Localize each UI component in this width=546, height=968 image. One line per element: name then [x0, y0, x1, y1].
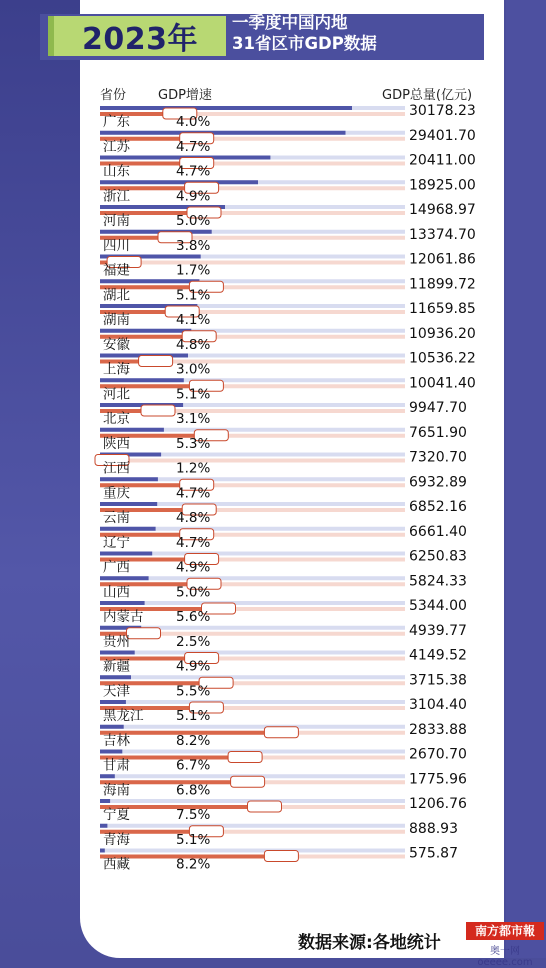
total-value-label: 6661.40 [409, 523, 467, 540]
growth-value-label: 5.6% [176, 609, 211, 625]
growth-value-label: 5.0% [176, 584, 211, 601]
growth-value-label: 4.1% [176, 312, 211, 328]
growth-value-label: 5.1% [176, 386, 211, 403]
total-value-label: 11659.85 [409, 301, 476, 317]
total-value-label: 29401.70 [409, 127, 476, 144]
total-bar [100, 774, 115, 778]
province-label: 北京 [103, 411, 130, 427]
total-bar [100, 651, 135, 655]
growth-value-label: 4.9% [176, 559, 211, 576]
title-line-1: 一季度中国内地 [232, 13, 348, 32]
province-label: 浙江 [103, 188, 130, 205]
total-bar [100, 576, 149, 580]
growth-value-label: 4.7% [176, 534, 211, 551]
growth-value-label: 6.8% [176, 782, 211, 799]
total-bar [100, 106, 352, 110]
website-label: 奥一网oeeee.com [477, 946, 533, 968]
total-value-label: 5344.00 [409, 598, 467, 614]
growth-marker [248, 801, 282, 812]
total-bar [100, 849, 105, 853]
total-value-label: 2670.70 [409, 746, 467, 763]
growth-value-label: 4.7% [176, 138, 211, 155]
province-label: 黑龙江 [103, 708, 144, 724]
total-value-label: 10536.22 [409, 350, 476, 367]
province-label: 吉林 [103, 732, 130, 749]
total-value-label: 11899.72 [409, 276, 476, 293]
growth-value-label: 5.1% [176, 831, 211, 848]
growth-value-label: 3.1% [176, 411, 211, 427]
growth-value-label: 4.7% [176, 163, 211, 180]
total-bar [100, 230, 212, 234]
total-value-label: 18925.00 [409, 177, 476, 194]
growth-marker [264, 851, 298, 862]
total-bar [100, 378, 184, 382]
newspaper-logo: 南方都市報 [466, 922, 544, 940]
province-label: 辽宁 [103, 534, 130, 551]
total-value-label: 13374.70 [409, 226, 476, 243]
province-label: 广东 [103, 114, 130, 130]
province-label: 福建 [103, 262, 130, 279]
total-value-label: 6932.89 [409, 474, 467, 491]
growth-value-label: 5.5% [176, 683, 211, 700]
total-value-label: 6250.83 [409, 548, 467, 565]
growth-marker [228, 752, 262, 763]
province-label: 青海 [103, 831, 130, 848]
total-bar [100, 329, 191, 333]
total-bar [100, 700, 126, 704]
total-value-label: 12061.86 [409, 251, 476, 268]
title-line-2: 31省区市GDP数据 [232, 34, 377, 53]
total-value-label: 575.87 [409, 845, 458, 862]
province-label: 河北 [103, 386, 130, 403]
growth-marker [139, 356, 173, 367]
growth-value-label: 4.0% [176, 114, 211, 130]
province-label: 山东 [103, 163, 130, 180]
province-label: 江西 [103, 460, 130, 477]
growth-value-label: 4.9% [176, 188, 211, 205]
total-bar [100, 750, 122, 754]
province-label: 宁夏 [103, 807, 130, 823]
total-value-label: 20411.00 [409, 152, 476, 169]
total-bar [100, 131, 346, 135]
growth-value-label: 2.5% [176, 633, 211, 650]
total-value-label: 2833.88 [409, 721, 467, 738]
growth-value-label: 1.7% [176, 262, 211, 279]
province-label: 西藏 [103, 856, 130, 873]
total-value-label: 10041.40 [409, 375, 476, 392]
total-bar [100, 552, 152, 556]
total-value-label: 3715.38 [409, 672, 467, 689]
growth-value-label: 5.3% [176, 435, 211, 452]
growth-value-label: 5.1% [176, 708, 211, 724]
total-value-label: 14968.97 [409, 202, 476, 218]
province-label: 贵州 [103, 633, 130, 650]
total-value-label: 9947.70 [409, 400, 467, 416]
total-value-label: 1206.76 [409, 796, 467, 812]
growth-value-label: 3.0% [176, 361, 211, 378]
province-label: 上海 [103, 361, 130, 378]
total-value-label: 4149.52 [409, 647, 467, 664]
total-bar-track [100, 675, 405, 679]
province-label: 重庆 [103, 485, 130, 502]
province-label: 内蒙古 [103, 609, 144, 625]
total-column-header: GDP总量(亿元) [382, 88, 473, 103]
total-bar [100, 601, 145, 605]
province-label: 江苏 [103, 138, 130, 155]
growth-value-label: 7.5% [176, 807, 211, 823]
total-bar [100, 428, 164, 432]
total-value-label: 6852.16 [409, 499, 467, 515]
province-label: 安徽 [103, 336, 130, 353]
year-label: 2023年 [82, 22, 198, 57]
total-bar [100, 725, 124, 729]
total-bar-track [100, 849, 405, 853]
growth-value-label: 1.2% [176, 460, 211, 477]
total-bar [100, 279, 199, 283]
total-value-label: 3104.40 [409, 697, 467, 713]
total-value-label: 888.93 [409, 820, 458, 837]
growth-column-header: GDP增速 [158, 88, 212, 103]
total-bar-track [100, 601, 405, 605]
total-bar [100, 675, 131, 679]
growth-marker [127, 628, 161, 639]
growth-value-label: 5.0% [176, 213, 211, 229]
province-label: 陕西 [103, 435, 130, 452]
province-label: 云南 [103, 510, 130, 526]
total-bar [100, 477, 158, 481]
growth-value-label: 8.2% [176, 856, 211, 873]
total-bar [100, 180, 258, 184]
total-bar [100, 824, 107, 828]
total-value-label: 7320.70 [409, 449, 467, 466]
growth-value-label: 4.7% [176, 485, 211, 502]
total-bar-track [100, 700, 405, 704]
growth-value-label: 4.9% [176, 658, 211, 675]
growth-value-label: 6.7% [176, 757, 211, 774]
growth-value-label: 4.8% [176, 510, 211, 526]
province-label: 湖北 [103, 287, 130, 304]
total-value-label: 1775.96 [409, 771, 467, 788]
province-column-header: 省份 [100, 88, 127, 103]
growth-value-label: 8.2% [176, 732, 211, 749]
total-value-label: 7651.90 [409, 424, 467, 441]
province-label: 天津 [103, 683, 130, 700]
total-bar [100, 502, 157, 506]
growth-bar-track [100, 459, 405, 463]
total-value-label: 30178.23 [409, 103, 476, 119]
total-bar-track [100, 725, 405, 729]
province-label: 甘肃 [103, 757, 130, 774]
growth-marker [141, 405, 175, 416]
total-bar-track [100, 824, 405, 828]
total-bar [100, 799, 110, 803]
data-source-note: 数据来源:各地统计 [298, 933, 441, 953]
total-bar-track [100, 651, 405, 655]
growth-bar-track [100, 261, 405, 265]
growth-marker [231, 776, 265, 787]
growth-value-label: 4.8% [176, 336, 211, 353]
province-label: 广西 [103, 559, 130, 576]
province-label: 海南 [103, 782, 130, 799]
province-label: 河南 [103, 213, 130, 229]
growth-marker [264, 727, 298, 738]
growth-value-label: 3.8% [176, 237, 211, 254]
province-label: 四川 [103, 237, 130, 254]
total-value-label: 4939.77 [409, 622, 467, 639]
province-label: 湖南 [103, 312, 130, 328]
total-bar [100, 527, 156, 531]
province-label: 新疆 [103, 658, 130, 675]
total-value-label: 5824.33 [409, 573, 467, 590]
province-label: 山西 [103, 584, 130, 601]
total-value-label: 10936.20 [409, 325, 476, 342]
growth-value-label: 5.1% [176, 287, 211, 304]
